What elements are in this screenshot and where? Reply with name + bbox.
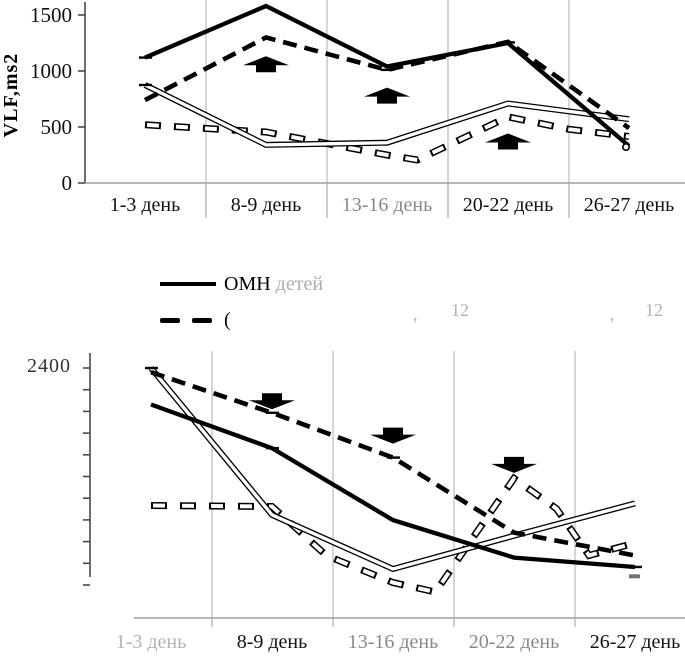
solid-line-swatch: [160, 272, 216, 296]
faded-text-fragment: ,: [413, 304, 418, 324]
faded-text-fragment: 12: [645, 300, 663, 320]
line-end-circle: [623, 144, 629, 150]
faded-text-fragment: ,: [610, 304, 615, 324]
category-label: 26-27 день: [589, 631, 681, 653]
legend-item-solid: [160, 272, 323, 296]
y-tick-label: 1000: [30, 59, 72, 83]
category-label: 8-9 день: [236, 631, 308, 653]
series-dashed-thick: [151, 372, 635, 555]
category-label: 26-27 день: [583, 194, 675, 216]
y-tick-label: 500: [40, 115, 72, 139]
down-block-arrow: [370, 428, 416, 444]
dashed-line-swatch: [160, 308, 216, 332]
down-block-arrow: [491, 457, 537, 473]
y-tick-label: 1500: [30, 3, 72, 27]
category-label: 1-3 день: [115, 631, 187, 653]
top-chart-vlf: [0, 0, 685, 224]
bottom-chart-vlf: [0, 345, 685, 658]
legend: [0, 268, 685, 340]
y-axis-title: VLF,ms2: [0, 52, 22, 138]
category-label: 1-3 день: [109, 194, 181, 216]
y-tick-label-2400-clipped: 2400: [27, 355, 71, 377]
series-hollow-dash-outer: [151, 478, 635, 592]
category-label: 13-16 день: [347, 631, 439, 653]
legend-label: (: [224, 308, 231, 331]
y-tick-label: 0: [61, 171, 72, 195]
illegible-smudge: [629, 574, 640, 578]
series-hollow-dash-inner: [151, 478, 635, 592]
legend-item-dashed: [160, 300, 663, 332]
category-label: 20-22 день: [468, 631, 560, 653]
legend-label: ОМН детей: [224, 272, 324, 295]
category-label: 8-9 день: [230, 194, 302, 216]
category-label: 20-22 день: [462, 194, 554, 216]
up-block-arrow: [485, 134, 531, 150]
category-label: 13-16 день: [341, 194, 433, 216]
up-block-arrow: [364, 88, 410, 104]
up-block-arrow: [243, 56, 289, 72]
faded-text-fragment: 12: [451, 300, 469, 320]
